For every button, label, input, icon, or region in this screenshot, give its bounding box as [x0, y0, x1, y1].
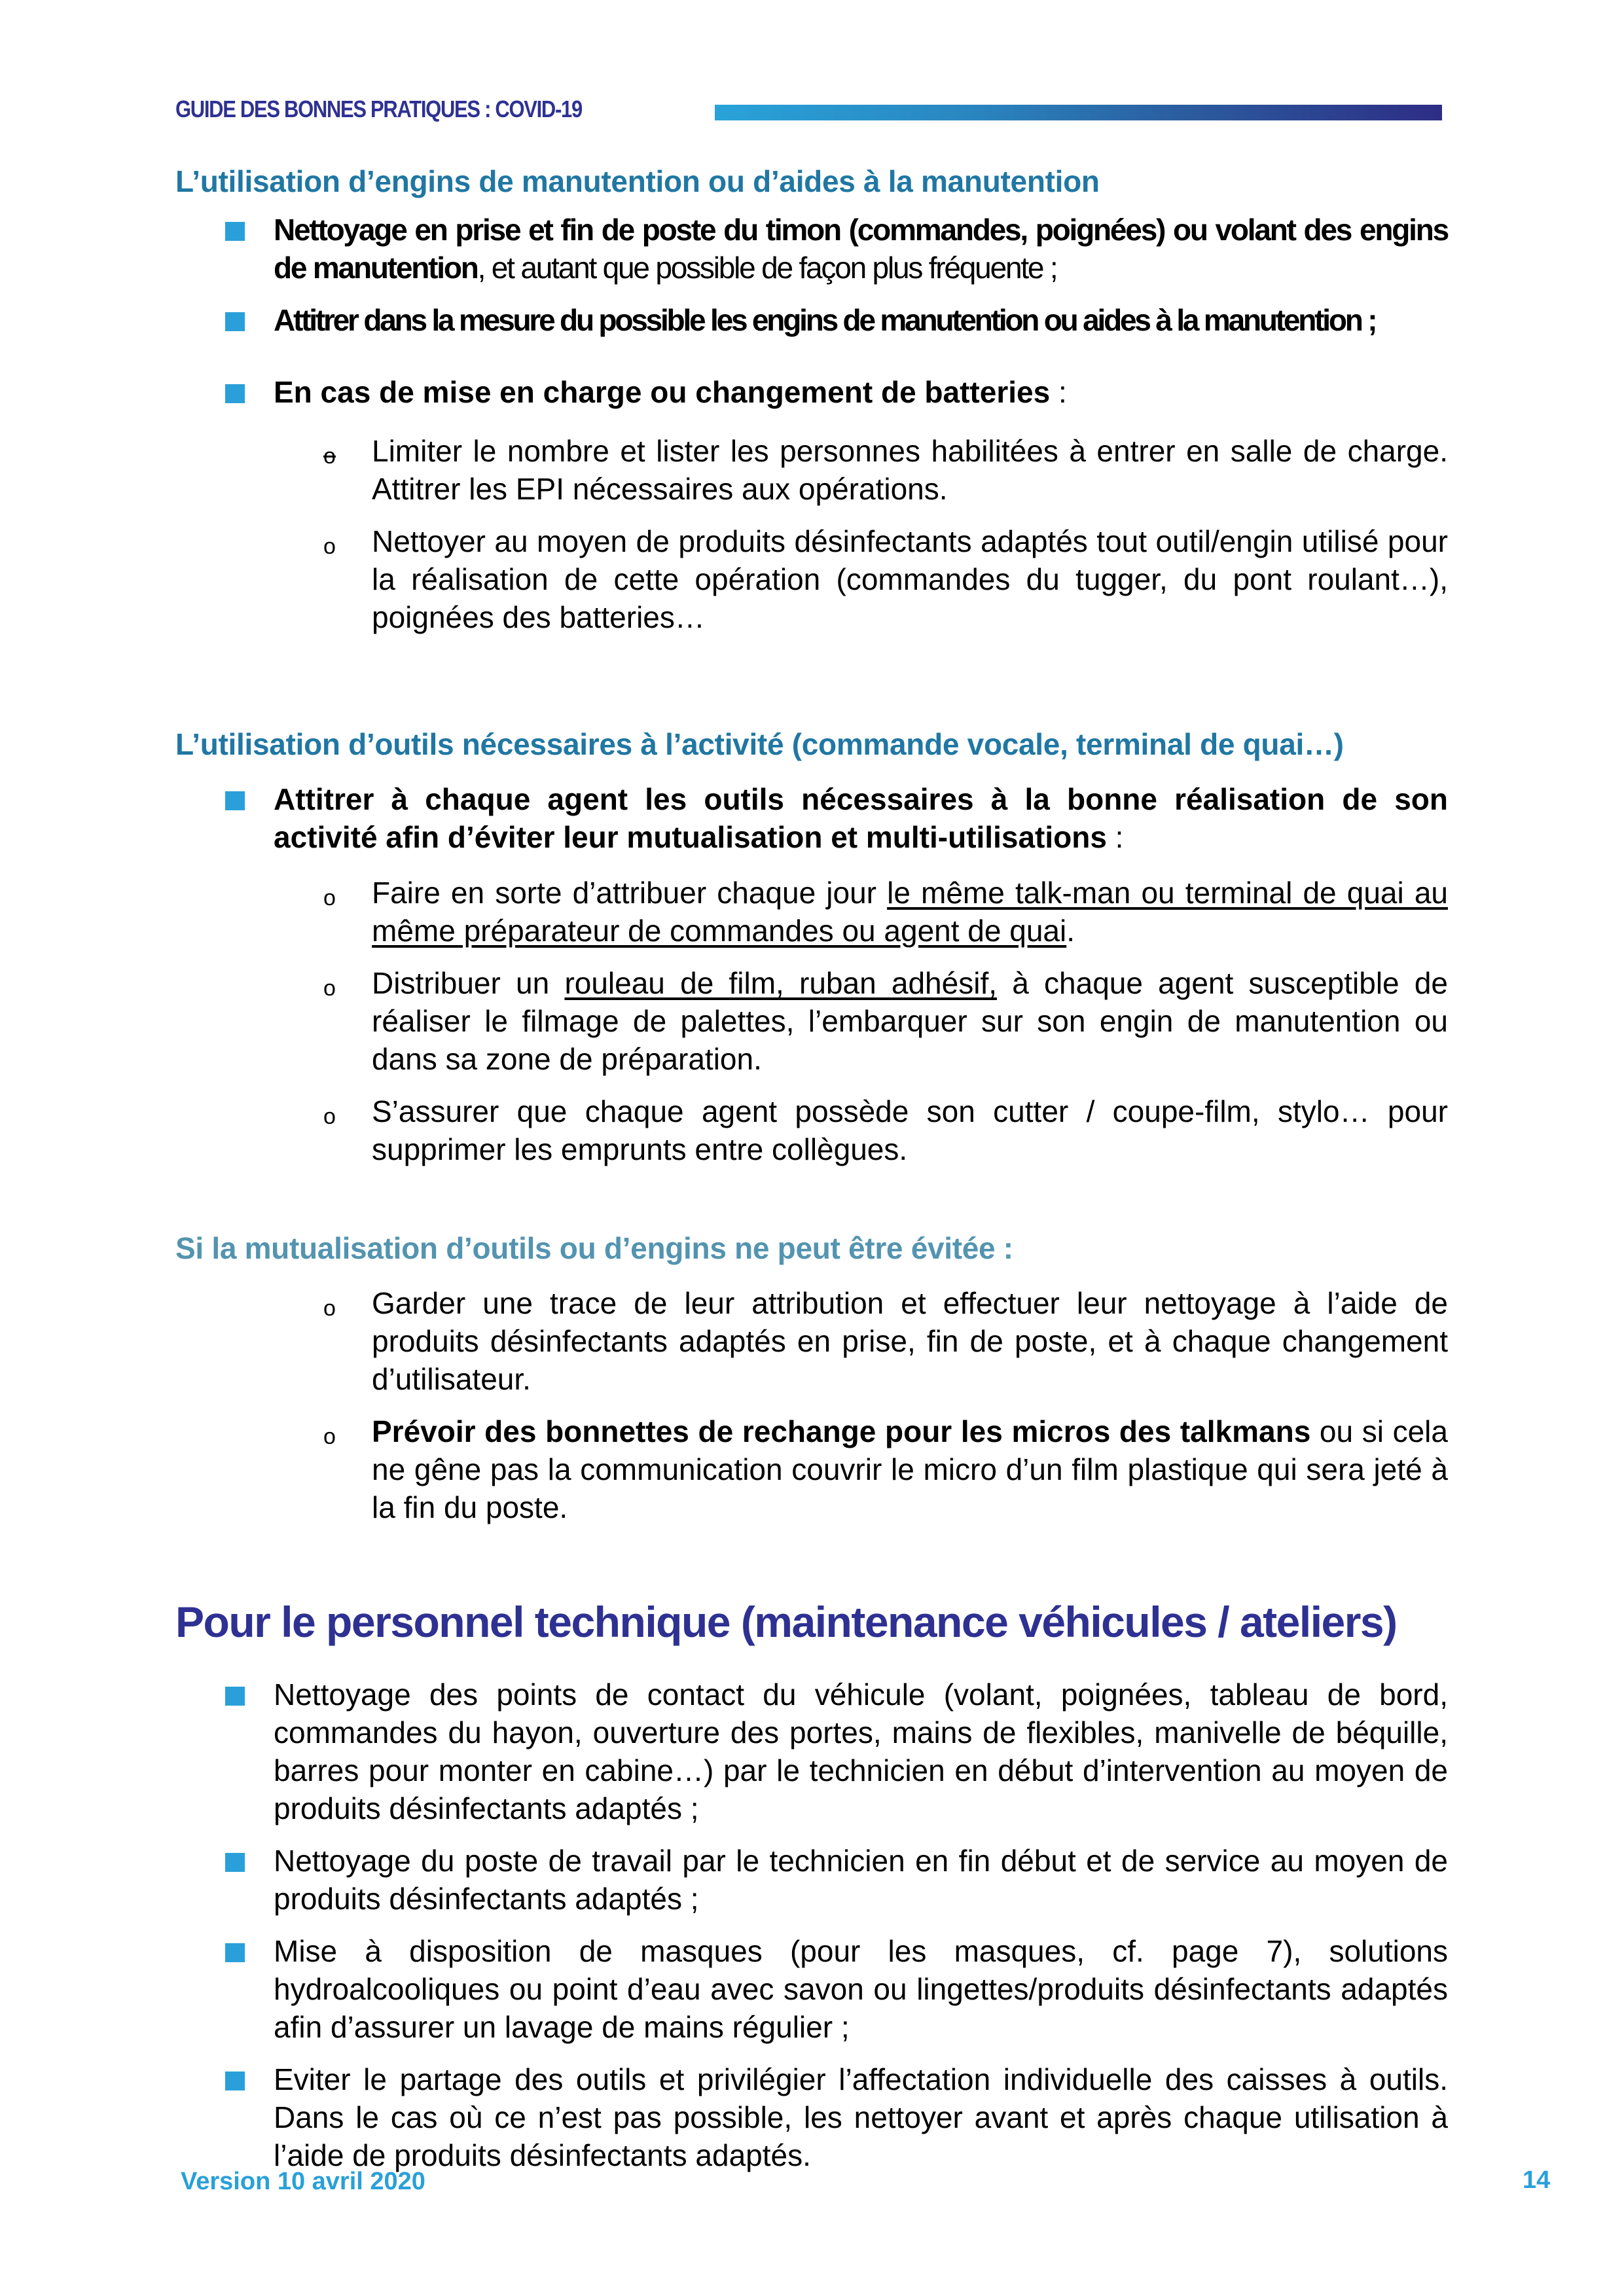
sub-list-outils — [321, 874, 1448, 1168]
circle-bullet-icon: o — [323, 976, 336, 1001]
circle-bullet-icon: o — [323, 1296, 336, 1321]
sub-list-mutualisation — [321, 1284, 1448, 1526]
sub-item-text: S’assurer que chaque agent possède son cutter / coupe-film, stylo… pour supprimer les emprunts entre collègues. — [372, 1094, 1448, 1166]
bullet-text: : — [1106, 820, 1124, 854]
list-item — [225, 1842, 1448, 1918]
sub-list-item — [321, 522, 1448, 636]
sub-item-bold-text: Prévoir des bonnettes de rechange pour les micros des talkmans — [372, 1414, 1311, 1448]
sub-item-text: . — [1066, 914, 1075, 948]
header-gradient-bar — [715, 105, 1442, 120]
section-heading-outils: L’utilisation d’outils nécessaires à l’activité (commande vocale, terminal de quai…) — [175, 727, 1344, 761]
section-heading-engins: L’utilisation d’engins de manutention ou d’aides à la manutention — [175, 164, 1100, 198]
square-bullet-icon — [225, 312, 245, 331]
sub-item-text: Limiter le nombre et lister les personnes habilitées à entrer en salle de charge. Attitrer les EPI nécessaires aux opérations. — [372, 434, 1448, 506]
list-item — [225, 1932, 1448, 2046]
bullet-text: Nettoyage des points de contact du véhicule (volant, poignées, tableau de bord, commandes du hayon, ouverture des portes, mains de flexibles, manivelle de béquille, barres pour monter en cabine…) par le technicien en début d’intervention au moyen de produits désinfectants adaptés ; — [274, 1677, 1448, 1825]
square-bullet-icon — [225, 1943, 245, 1962]
bullet-text: : — [1050, 375, 1067, 409]
circle-bullet-icon: o — [323, 886, 336, 910]
underlined-text: rouleau de film, ruban adhésif, — [564, 966, 998, 1000]
sub-item-text: Garder une trace de leur attribution et effectuer leur nettoyage à l’aide de produits désinfectants adaptés en prise, fin de poste, et à chaque changement d’utilisateur. — [372, 1286, 1448, 1396]
footer-version: Version 10 avril 2020 — [181, 2168, 425, 2195]
square-bullet-icon — [225, 1687, 245, 1706]
sub-list-item — [321, 1284, 1448, 1398]
square-bullet-icon — [225, 1853, 245, 1872]
page-number: 14 — [1523, 2166, 1551, 2194]
sub-item-text: Faire en sorte d’attribuer chaque jour — [372, 876, 888, 910]
circle-bullet-icon: o — [323, 1424, 336, 1449]
square-bullet-icon — [225, 2072, 245, 2090]
circle-bullet-icon: o — [323, 534, 336, 559]
bullet-text: Eviter le partage des outils et privilégier l’affectation individuelle des caisses à outils. Dans le cas où ce n’est pas possible, les nettoyer avant et après chaque utilisation à l’aide de produits désinfectants adaptés. — [274, 2062, 1448, 2172]
bullet-list-technique — [225, 1676, 1448, 2174]
list-item — [225, 211, 1448, 287]
sub-item-text: à chaque agent susceptible de réaliser le filmage de palettes, l’embarquer sur son engin de manutention ou dans sa zone de préparation. — [372, 966, 1449, 1076]
bullet-bold-text: Attitrer à chaque agent les outils nécessaires à la bonne réalisation de son activité afin d’éviter leur mutualisation et multi-utilisations — [274, 782, 1448, 854]
bullet-text: Nettoyage du poste de travail par le technicien en fin début et de service au moyen de produits désinfectants adaptés ; — [274, 1844, 1448, 1916]
circle-bullet-icon: o — [323, 1104, 336, 1129]
sub-list-item — [321, 964, 1448, 1078]
sub-item-text: ou si cela ne gêne pas la communication couvrir le micro d’un film plastique qui sera jeté à la fin du poste. — [372, 1414, 1448, 1524]
list-item — [225, 373, 1448, 411]
sub-list-item — [321, 1092, 1448, 1168]
sub-list-batteries — [321, 432, 1448, 636]
bullet-text: , et autant que possible de façon plus fréquente ; — [477, 251, 1057, 285]
document-header-title: GUIDE DES BONNES PRATIQUES : COVID-19 — [175, 96, 582, 122]
square-bullet-icon — [225, 384, 245, 403]
bullet-bold-text: Nettoyage en prise et fin de poste du timon (commandes, poignées) ou volant des engins de manutention — [274, 213, 1448, 285]
sub-list-item — [321, 874, 1448, 950]
square-bullet-icon — [225, 791, 245, 810]
bullet-list-outils — [225, 780, 1448, 856]
bullet-text: Mise à disposition de masques (pour les masques, cf. page 7), solutions hydroalcooliques ou point d’eau avec savon ou lingettes/produits désinfectants adaptés afin d’assurer un lavage de mains régulier ; — [274, 1934, 1448, 2044]
sub-list-item — [321, 432, 1448, 508]
sub-item-text: Distribuer un — [372, 966, 565, 1000]
list-item — [225, 2060, 1448, 2174]
bullet-bold-text: Attitrer dans la mesure du possible les engins de manutention ou aides à la manutention ; — [274, 303, 1376, 337]
major-heading-personnel-technique: Pour le personnel technique (maintenance véhicules / ateliers) — [175, 1598, 1397, 1646]
circle-bullet-icon: o — [323, 444, 336, 469]
square-bullet-icon — [225, 222, 245, 241]
sub-list-item — [321, 1412, 1448, 1526]
list-item — [225, 301, 1448, 339]
underlined-text: le même talk-man ou terminal de quai au même préparateur de commandes ou agent de quai — [372, 876, 1448, 948]
list-item — [225, 1676, 1448, 1827]
bullet-list-engins — [225, 211, 1448, 411]
list-item — [225, 780, 1448, 856]
bullet-bold-text: En cas de mise en charge ou changement de batteries — [274, 375, 1051, 409]
sub-item-text: Nettoyer au moyen de produits désinfectants adaptés tout outil/engin utilisé pour la réalisation de cette opération (commandes du tugger, du pont roulant…), poignées des batteries… — [372, 524, 1448, 634]
subsection-heading-mutualisation: Si la mutualisation d’outils ou d’engins ne peut être évitée : — [175, 1231, 1013, 1265]
